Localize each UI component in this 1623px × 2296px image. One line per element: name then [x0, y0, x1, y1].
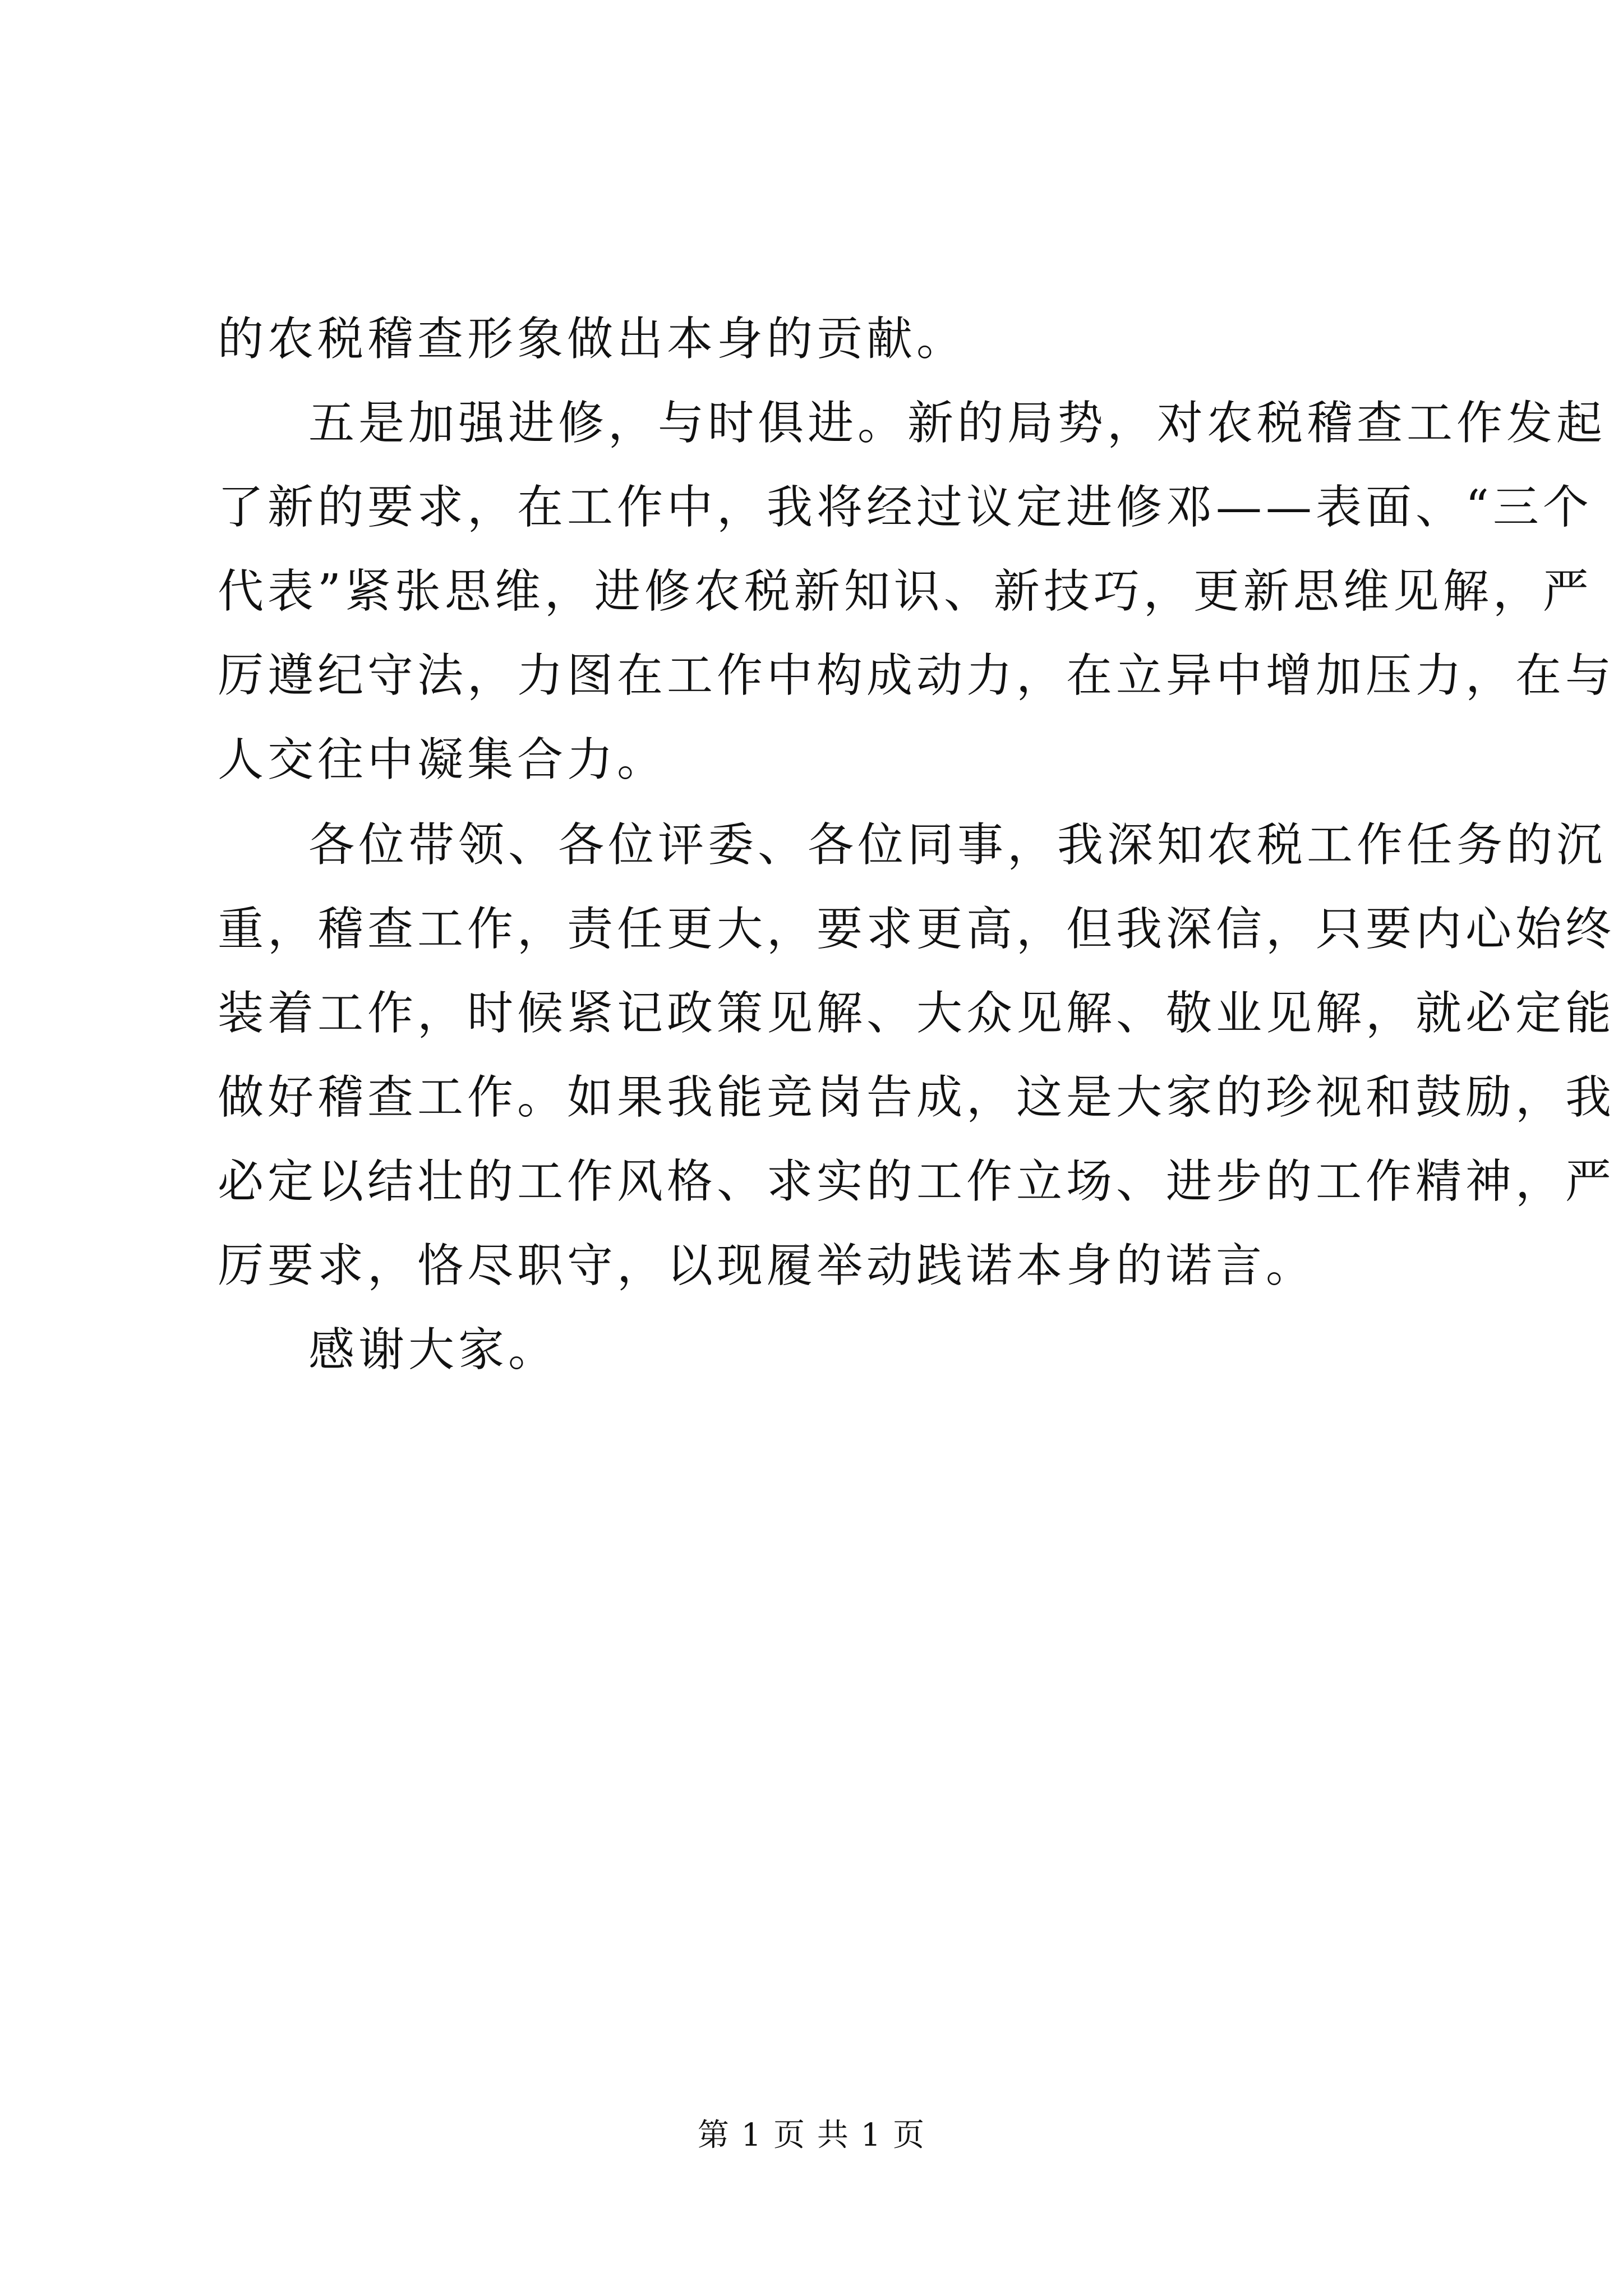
- paragraph-3-line-4: 做好稽查工作。如果我能竞岗告成，这是大家的珍视和鼓励，我: [218, 1071, 1616, 1124]
- paragraph-3-line-6: 厉要求，恪尽职守，以现履举动践诺本身的诺言。: [218, 1239, 1316, 1292]
- paragraph-2-line-5: 人交往中凝集合力。: [218, 733, 667, 786]
- paragraph-3-line-1: 各位带领、各位评委、各位同事，我深知农税工作任务的沉: [308, 818, 1607, 872]
- paragraph-3-line-5: 必定以结壮的工作风格、求实的工作立场、进步的工作精神，严: [218, 1155, 1616, 1208]
- paragraph-4-line-1: 感谢大家。: [308, 1323, 559, 1377]
- paragraph-3-line-2: 重，稽查工作，责任更大，要求更高，但我深信，只要内心始终: [218, 903, 1616, 956]
- paragraph-2-line-1: 五是加强进修，与时俱进。新的局势，对农税稽查工作发起: [308, 397, 1607, 450]
- page-number-footer: 第 1 页 共 1 页: [697, 2117, 926, 2154]
- paragraph-3-line-3: 装着工作，时候紧记政策见解、大众见解、敬业见解，就必定能: [218, 987, 1616, 1040]
- paragraph-2-line-2: 了新的要求，在工作中，我将经过议定进修邓——表面、“三个: [218, 481, 1593, 534]
- paragraph-2-line-3: 代表”紧张思维，进修农税新知识、新技巧，更新思维见解，严: [218, 565, 1593, 618]
- paragraph-1-line-1: 的农税稽查形象做出本身的贡献。: [218, 312, 967, 366]
- paragraph-2-line-4: 厉遵纪守法，力图在工作中构成动力，在立异中增加压力，在与: [218, 649, 1616, 702]
